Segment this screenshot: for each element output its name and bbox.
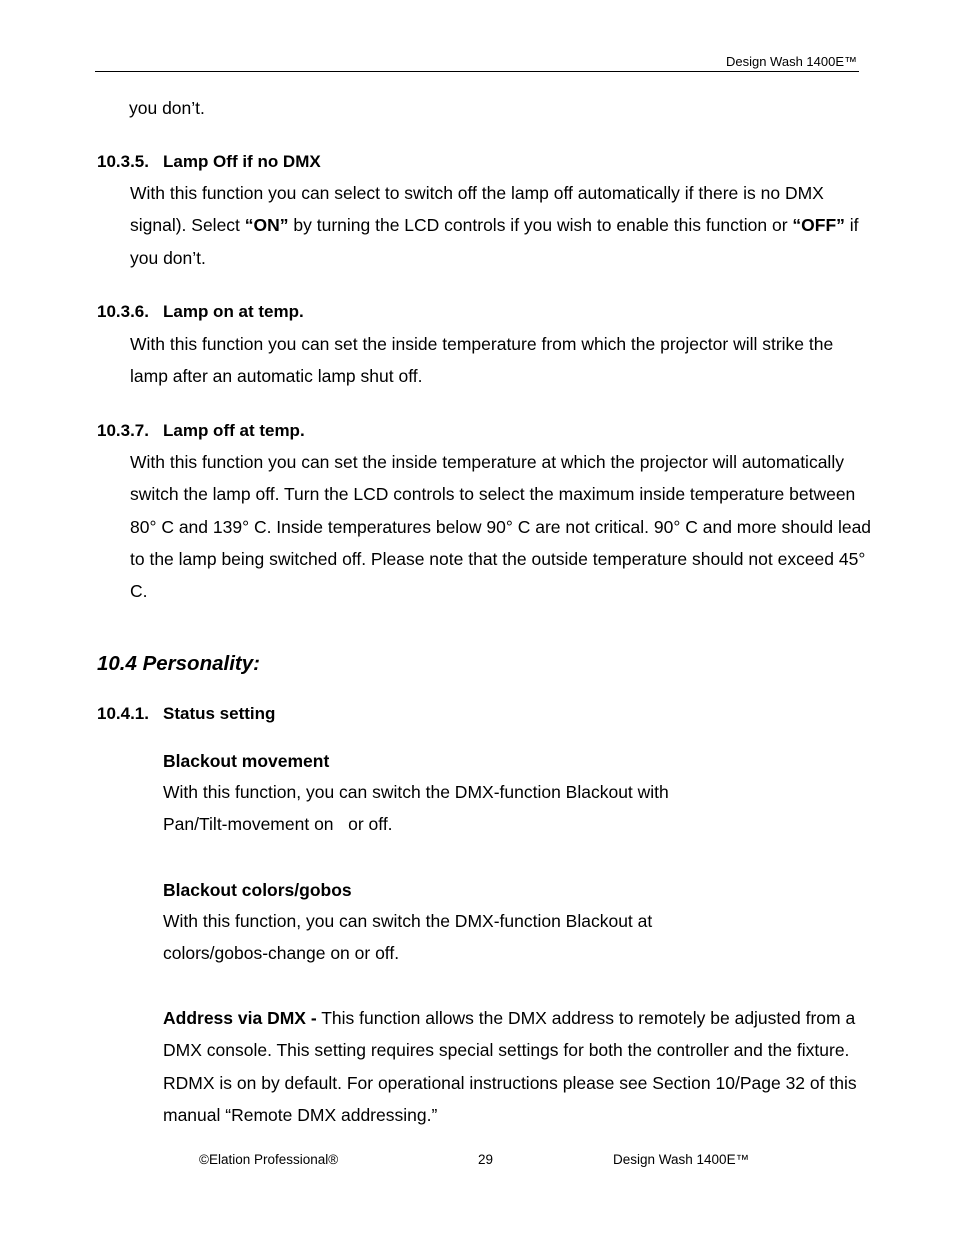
blackout-movement-line-2: Pan/Tilt-movement on or off. [163, 814, 393, 834]
body-text: This function allows the DMX address to remotely be adjusted from a DMX console. This setting requires special settings for both the controller and the fixture. RDMX is on by default. For operational instructions please see Section 10/Page 32 of this manual “Remote DMX addressing.” [163, 1008, 857, 1125]
section-title: Lamp Off if no DMX [163, 152, 321, 171]
section-10-3-6-heading [97, 301, 304, 323]
section-title: Lamp off at temp. [163, 421, 305, 440]
blackout-colors-title: Blackout colors/gobos [163, 880, 352, 900]
header-divider [95, 71, 859, 72]
running-header: Design Wash 1400E™ [725, 54, 857, 69]
blackout-colors-line-1: With this function, you can switch the DMX-function Blackout at [163, 911, 653, 931]
section-number: 10.3.5. [97, 152, 149, 171]
blackout-movement-title: Blackout movement [163, 751, 330, 771]
section-10-3-7-body: With this function you can set the inside temperature at which the projector will automatically switch the lamp off. Turn the LCD controls to select the maximum inside temperature between 80° C and 139° C. Inside temperatures below 90° C are not critical. 90° C and more should lead to the lamp being switched off. Please note that the outside temperature should not exceed 45° C. [130, 452, 872, 602]
body-text: if you don’t. [130, 215, 859, 268]
blackout-movement-line-1: With this function, you can switch the DMX-function Blackout with [163, 782, 669, 802]
section-10-3-6-body: With this function you can set the inside temperature from which the projector will strike the lamp after an automatic lamp shut off. [130, 334, 834, 387]
section-10-3-7-heading [97, 420, 305, 442]
blackout-colors-line-2: colors/gobos-change on or off. [163, 943, 400, 963]
section-number: 10.3.6. [97, 302, 149, 321]
on-keyword: “ON” [244, 215, 289, 236]
section-10-4-heading: 10.4 Personality: [97, 652, 260, 675]
address-via-dmx-title: Address via DMX - [163, 1008, 317, 1028]
section-number: 10.4.1. [97, 704, 149, 723]
body-text: by turning the LCD controls if you wish to enable this function or [288, 215, 793, 236]
section-10-3-5-body [130, 177, 862, 274]
section-10-4-1-heading [97, 703, 275, 725]
footer-product: Design Wash 1400E™ [613, 1152, 750, 1167]
intro-tail-text: you don’t. [129, 98, 205, 118]
body-text: With this function you can select to switch off the lamp off automatically if there is no DMX signal). Select [130, 183, 824, 236]
section-10-3-5-heading [97, 151, 321, 173]
address-via-dmx-paragraph [163, 1002, 863, 1131]
footer-company: ©Elation Professional® [199, 1152, 339, 1167]
section-title: Lamp on at temp. [163, 302, 304, 321]
section-number: 10.3.7. [97, 421, 149, 440]
footer-page-number: 29 [478, 1152, 494, 1167]
section-title: Status setting [163, 704, 276, 723]
off-keyword: “OFF” [792, 215, 845, 236]
